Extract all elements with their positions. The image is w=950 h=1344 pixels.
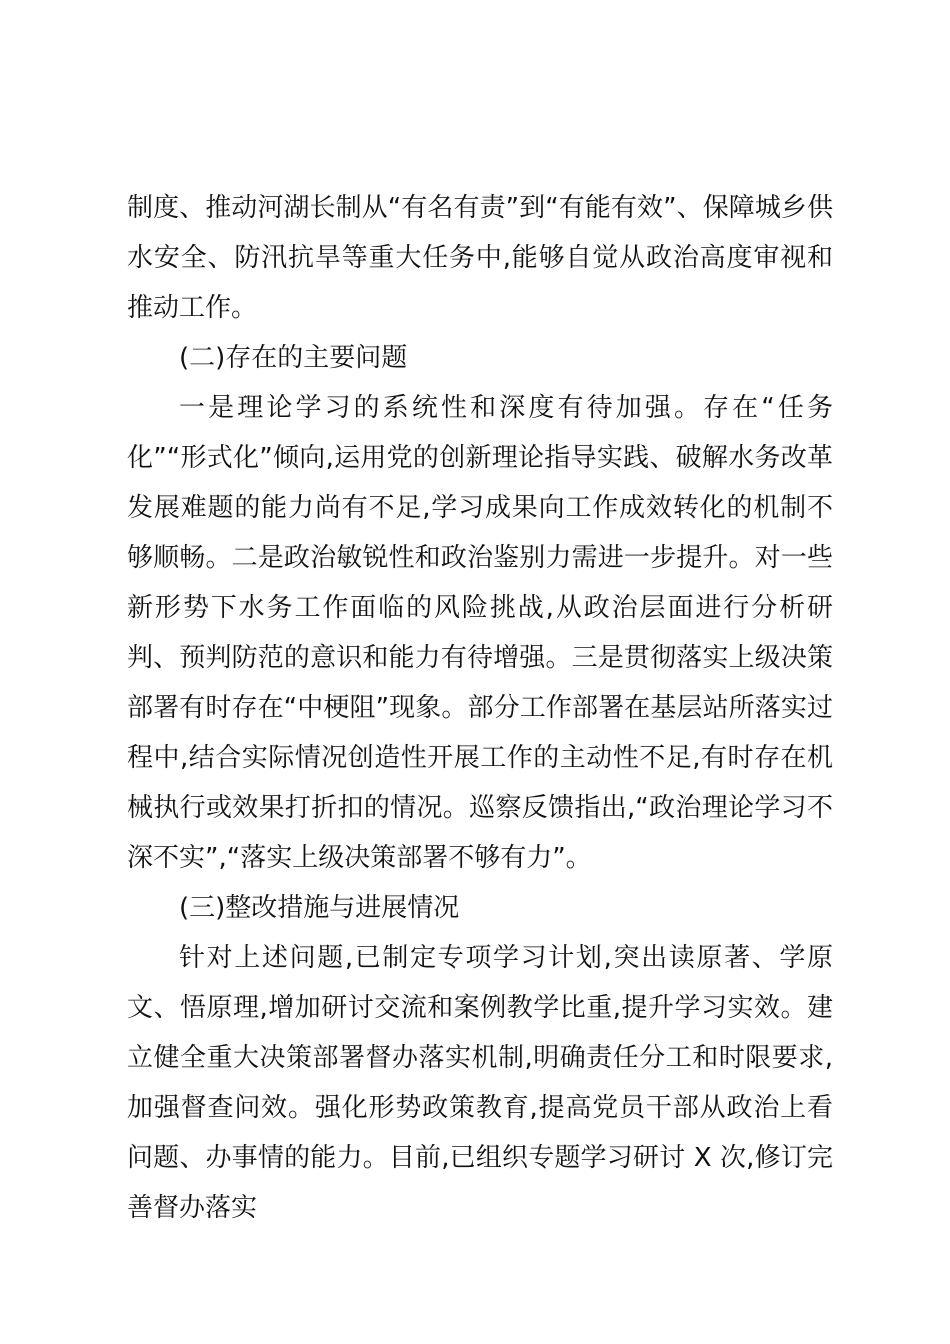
section-heading-rectification-measures: (三)整改措施与进展情况 (179, 893, 460, 923)
paragraph-problems: 一是理论学习的系统性和深度有待加强。存在“任务化”“形式化”倾向,运用党的创新理论指导实践、破解水务改革发展难题的能力尚有不足,学习成果向工作成效转化的机制不够顺畅。二是政治敏锐性和政治鉴别力需进一步提升。对一些新形势下水务工作面临的风险挑战,从政治层面进行分析研判、预判防范的意识和能力有待增强。三是贯彻落实上级决策部署有时存在“中梗阻”现象。部分工作部署在基层站所落实过程中,结合实际情况创造性开展工作的主动性不足,有时存在机械执行或效果打折扣的情况。巡察反馈指出,“政治理论学习不深不实”,“落实上级决策部署不够有力”。 (127, 393, 833, 873)
document-body (127, 183, 833, 1233)
paragraph-continuation: 制度、推动河湖长制从“有名有责”到“有能有效”、保障城乡供水安全、防汛抗旱等重大任务中,能够自觉从政治高度审视和推动工作。 (127, 193, 833, 323)
section-heading-existing-problems: (二)存在的主要问题 (179, 343, 408, 373)
paragraph-measures: 针对上述问题,已制定专项学习计划,突出读原著、学原文、悟原理,增加研讨交流和案例教学比重,提升学习实效。建立健全重大决策部署督办落实机制,明确责任分工和时限要求,加强督查问效。强化形势政策教育,提高党员干部从政治上看问题、办事情的能力。目前,已组织专题学习研讨 X 次,修订完善督办落实 (127, 943, 833, 1223)
